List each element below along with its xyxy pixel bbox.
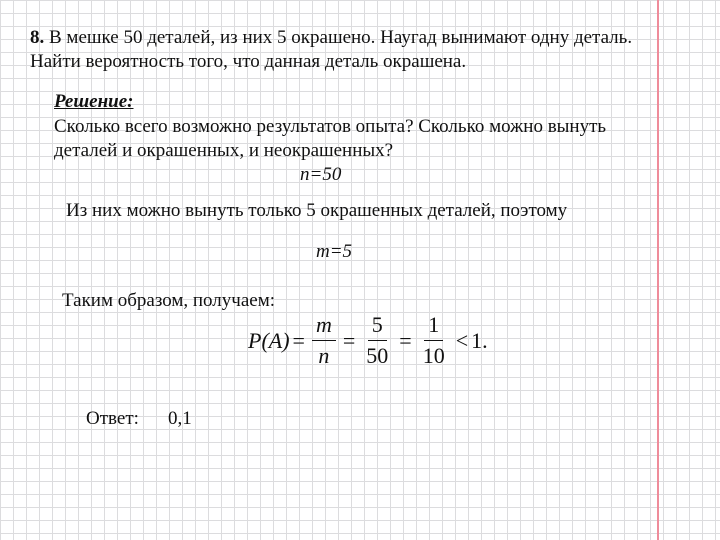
margin-line [657,0,659,540]
problem-statement [30,26,632,74]
fraction-50-denominator: 50 [366,343,389,368]
thus-text: Таким образом, получаем: [62,290,276,311]
probability-formula [248,312,488,369]
question-line-2: деталей и окрашенных, и неокрашенных? [54,140,394,161]
fraction-1-numerator: 1 [424,312,443,341]
problem-line-2: Найти вероятность того, что данная деталь окрашена. [30,51,467,72]
solution-heading: Решение: [54,91,134,112]
fraction-10-denominator: 10 [422,343,445,368]
solution-question [54,115,606,163]
fraction-m-numerator: m [312,312,336,341]
answer-label: Ответ: [86,408,139,429]
m-equation: m=5 [316,241,353,262]
fraction-5-numerator: 5 [368,312,387,341]
formula-equals-3: = [399,327,412,353]
formula-rhs: 1. [471,327,488,353]
fraction-1-over-10 [419,312,449,369]
fraction-m-over-n [312,312,336,369]
problem-number: 8. [30,27,45,48]
problem-text-1: В мешке 50 деталей, из них 5 окрашено. Наугад вынимают одну деталь. [49,27,633,48]
n-equation: n=50 [300,164,342,185]
painted-parts-text: Из них можно вынуть только 5 окрашенных деталей, поэтому [66,200,568,221]
formula-less-than: < [455,327,469,353]
formula-equals-2: = [342,327,356,353]
problem-line-1 [30,26,632,50]
fraction-n-denominator: n [318,343,330,368]
answer-value: 0,1 [168,408,192,429]
fraction-5-over-50 [362,312,392,369]
formula-equals-1: = [292,327,305,353]
formula-lhs: P(A) [248,327,290,353]
question-line-1: Сколько всего возможно результатов опыта? Сколько можно вынуть [54,116,607,137]
